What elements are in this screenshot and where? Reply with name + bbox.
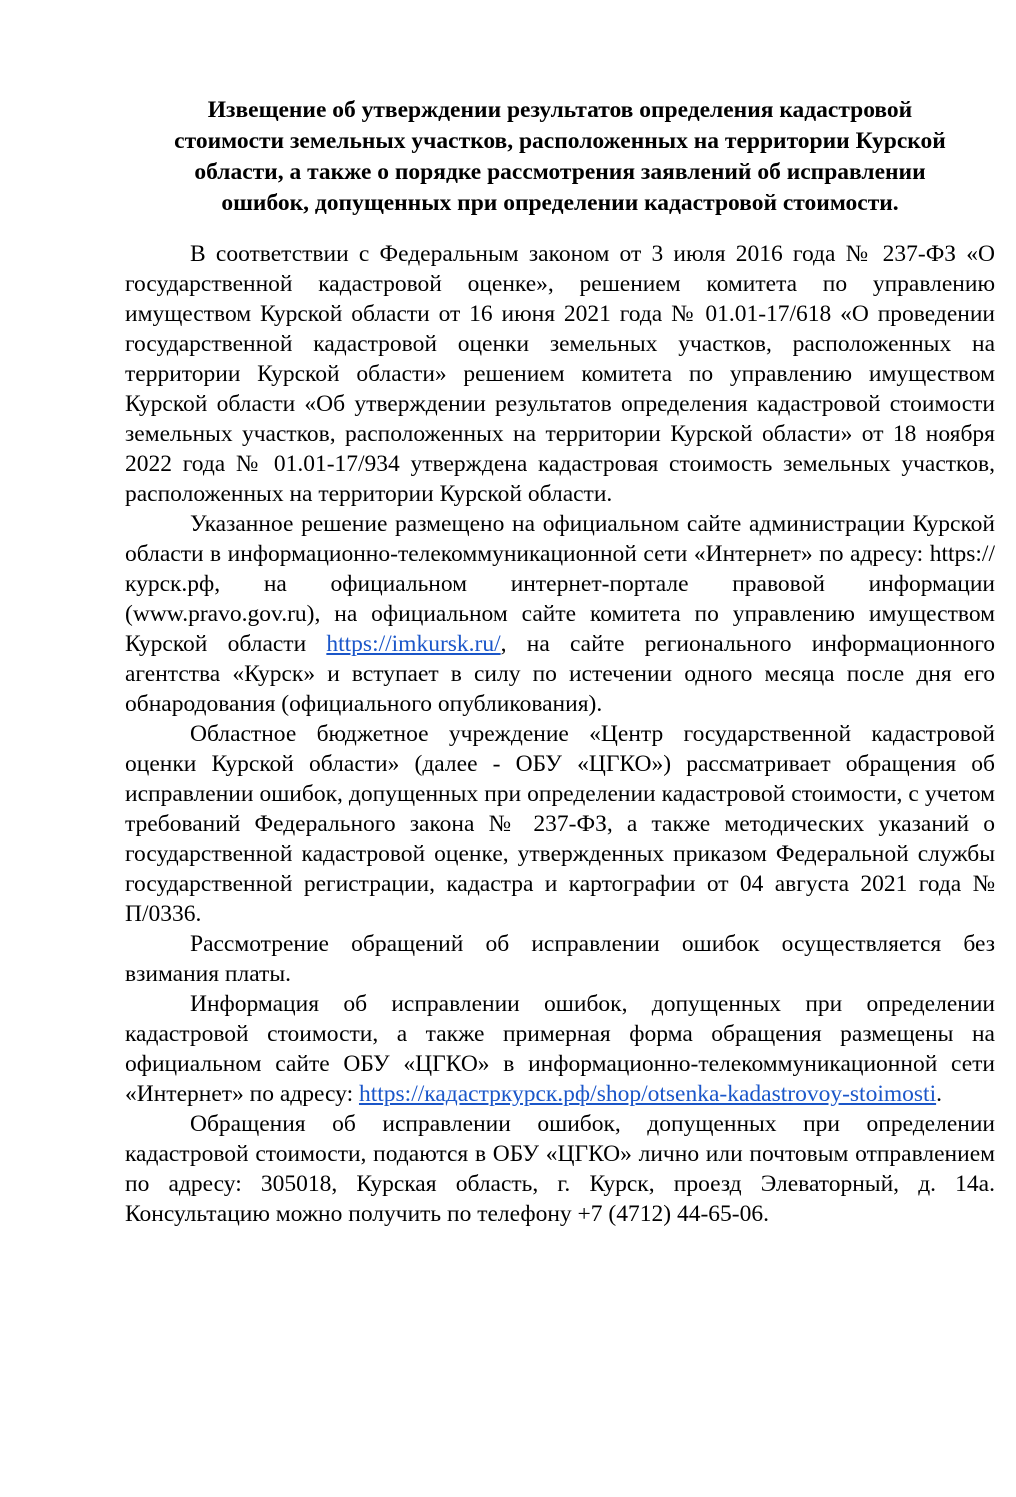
title-line-3: области, а также о порядке рассмотрения заявлений об исправлении <box>194 159 926 185</box>
title-line-2: стоимости земельных участков, расположенных на территории Курской <box>174 128 946 154</box>
document-page <box>125 95 995 1229</box>
paragraph-free-of-charge: Рассмотрение обращений об исправлении ошибок осуществляется без взимания платы. <box>125 931 995 987</box>
paragraph-legal-basis: В соответствии с Федеральным законом от 3 июля 2016 года № 237-ФЗ «О государственной кадастровой оценке», решением комитета по управлению имуществом Курской области от 16 июня 2021 года № 01.01-17/618 «О проведении государственной кадастровой оценки земельных участков, расположенных на территории Курской области» решением комитета по управлению имуществом Курской области «Об утверждении результатов определения кадастровой стоимости земельных участков, расположенных на территории Курской области» от 18 ноября 2022 года № 01.01-17/934 утверждена кадастровая стоимость земельных участков, расположенных на территории Курской области. <box>125 241 995 507</box>
publication-text-after: , на сайте регионального информационного агентства «Курск» и вступает в силу по истечении одного месяца после дня его обнародования (официального опубликования). <box>125 631 995 717</box>
imkursk-link[interactable]: https://imkursk.ru/ <box>326 631 501 657</box>
publication-text-before: Указанное решение размещено на официальном сайте администрации Курской области в информационно-телекоммуникационной сети «Интернет» по адресу: https://курск.рф, на официальном интернет-портале правовой информации (www.pravo.gov.ru), на официальном сайте комитета по управлению имуществом Курской области <box>125 511 995 657</box>
paragraph-information-form <box>125 989 995 1109</box>
information-text-before: Информация об исправлении ошибок, допущенных при определении кадастровой стоимости, а также примерная форма обращения размещены на официальном сайте ОБУ «ЦГКО» в информационно-телекоммуникационной сети «Интернет» по адресу: <box>125 991 995 1107</box>
paragraph-publication <box>125 509 995 719</box>
title-line-4: ошибок, допущенных при определении кадастровой стоимости. <box>221 190 899 216</box>
information-text-after: . <box>936 1081 942 1107</box>
title-line-1: Извещение об утверждении результатов определения кадастровой <box>207 97 913 123</box>
paragraph-cgko-review: Областное бюджетное учреждение «Центр государственной кадастровой оценки Курской области» (далее - ОБУ «ЦГКО») рассматривает обращения об исправлении ошибок, допущенных при определении кадастровой стоимости, с учетом требований Федерального закона № 237-ФЗ, а также методических указаний о государственной кадастровой оценке, утвержденных приказом Федеральной службы государственной регистрации, кадастра и картографии от 04 августа 2021 года № П/0336. <box>125 721 995 927</box>
document-title <box>125 95 995 219</box>
paragraph-submission-contacts: Обращения об исправлении ошибок, допущенных при определении кадастровой стоимости, подаются в ОБУ «ЦГКО» лично или почтовым отправлением по адресу: 305018, Курская область, г. Курск, проезд Элеваторный, д. 14а. Консультацию можно получить по телефону +7 (4712) 44-65-06. <box>125 1111 995 1227</box>
kadastrkursk-link[interactable]: https://кадастркурск.рф/shop/otsenka-kadastrovoy-stoimosti <box>358 1081 937 1107</box>
